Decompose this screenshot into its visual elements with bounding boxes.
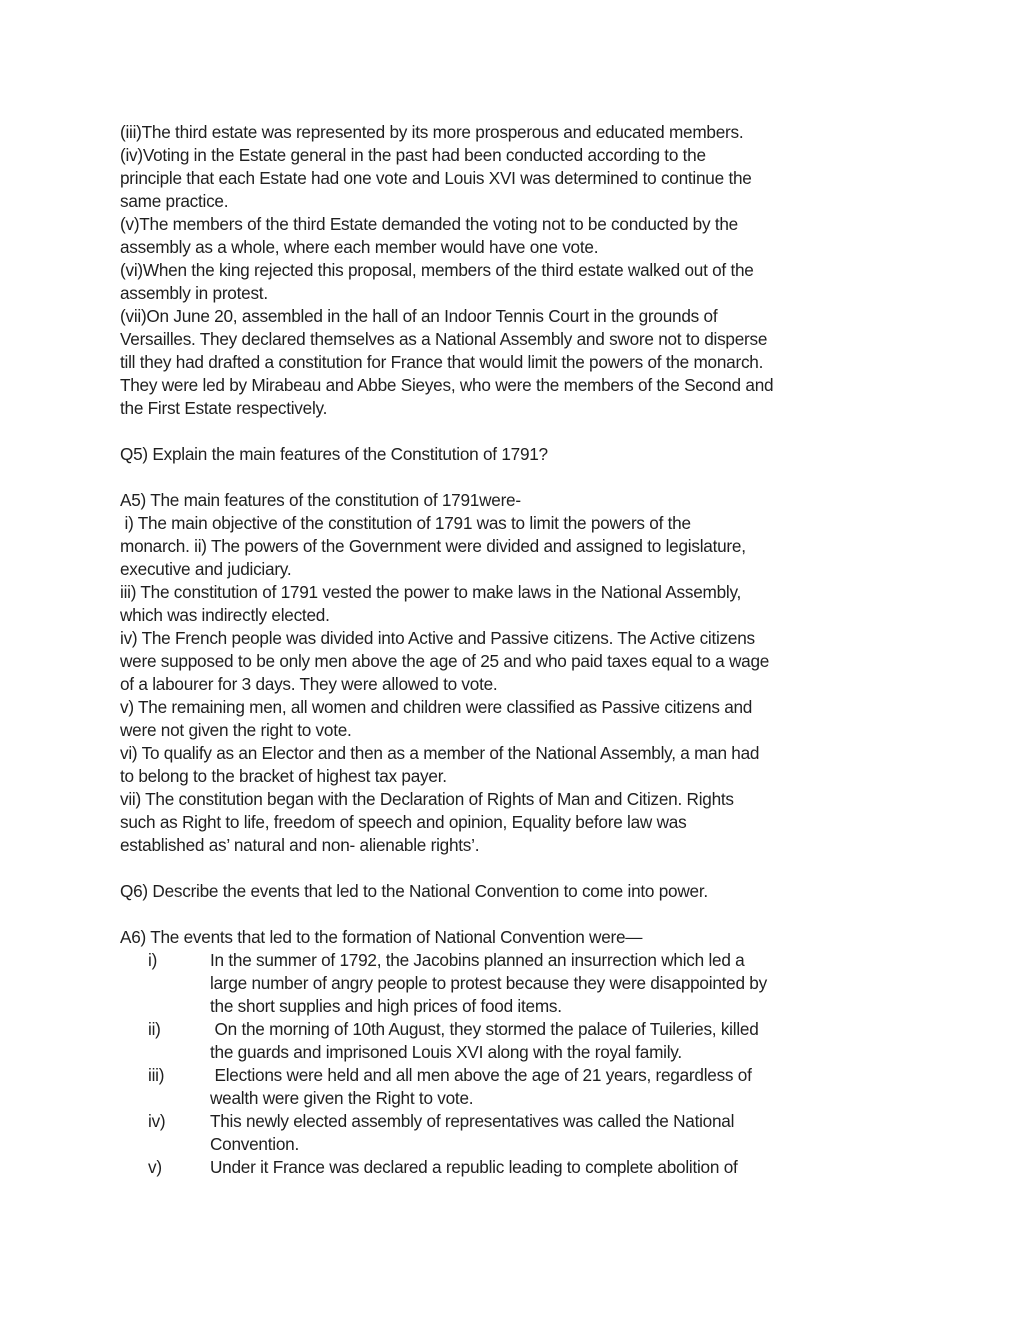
text-line: established as’ natural and non- alienable rights’.	[120, 835, 480, 855]
text-line: were not given the right to vote.	[120, 720, 352, 740]
text-line: same practice.	[120, 191, 229, 211]
text-line: In the summer of 1792, the Jacobins planned an insurrection which led a	[210, 950, 745, 970]
text-line: assembly as a whole, where each member would have one vote.	[120, 237, 599, 257]
list-number: iv)	[148, 1111, 166, 1131]
list-number: iii)	[148, 1065, 165, 1085]
spacer	[120, 903, 920, 926]
text-line: such as Right to life, freedom of speech and opinion, Equality before law was	[120, 812, 687, 832]
text-line: the guards and imprisoned Louis XVI along with the royal family.	[210, 1042, 682, 1062]
answer-intro: A6) The events that led to the formation of National Convention were—	[120, 927, 643, 947]
spacer	[120, 466, 920, 489]
text-line: the First Estate respectively.	[120, 398, 328, 418]
text-line: of a labourer for 3 days. They were allowed to vote.	[120, 674, 498, 694]
text-line: (vii)On June 20, assembled in the hall of an Indoor Tennis Court in the grounds of	[120, 306, 718, 326]
text-line: (iii)The third estate was represented by its more prosperous and educated members.	[120, 122, 744, 142]
text-line: the short supplies and high prices of food items.	[210, 996, 562, 1016]
text-line: i) The main objective of the constitution of 1791 was to limit the powers of the	[120, 513, 691, 533]
text-line: They were led by Mirabeau and Abbe Sieyes, who were the members of the Second and	[120, 375, 774, 395]
list-item	[120, 1156, 920, 1179]
text-line: iii) The constitution of 1791 vested the power to make laws in the National Assembly,	[120, 582, 742, 602]
text-line: This newly elected assembly of representatives was called the National	[210, 1111, 735, 1131]
question-q6: Q6) Describe the events that led to the National Convention to come into power.	[120, 881, 708, 901]
text-line: monarch. ii) The powers of the Government were divided and assigned to legislature,	[120, 536, 746, 556]
text-line: principle that each Estate had one vote and Louis XVI was determined to continue the	[120, 168, 752, 188]
spacer	[120, 420, 920, 443]
text-line: large number of angry people to protest because they were disappointed by	[210, 973, 767, 993]
answer-a6	[120, 926, 920, 1179]
text-line: Versailles. They declared themselves as a National Assembly and swore not to disperse	[120, 329, 768, 349]
text-line: till they had drafted a constitution for France that would limit the powers of the monarch.	[120, 352, 764, 372]
text-line: iv) The French people was divided into Active and Passive citizens. The Active citizens	[120, 628, 755, 648]
text-line: On the morning of 10th August, they stormed the palace of Tuileries, killed	[210, 1019, 759, 1039]
list-item	[120, 949, 920, 1018]
list-item	[120, 1064, 920, 1110]
list-item	[120, 1018, 920, 1064]
text-line: Convention.	[210, 1134, 299, 1154]
text-line: vi) To qualify as an Elector and then as a member of the National Assembly, a man had	[120, 743, 760, 763]
list-number: i)	[148, 950, 158, 970]
text-line: to belong to the bracket of highest tax payer.	[120, 766, 447, 786]
text-line: wealth were given the Right to vote.	[210, 1088, 474, 1108]
text-line: A5) The main features of the constitution of 1791were-	[120, 490, 521, 510]
text-line: (vi)When the king rejected this proposal, members of the third estate walked out of the	[120, 260, 754, 280]
text-line: assembly in protest.	[120, 283, 268, 303]
list-item	[120, 1110, 920, 1156]
text-line: (v)The members of the third Estate demanded the voting not to be conducted by the	[120, 214, 738, 234]
text-line: executive and judiciary.	[120, 559, 292, 579]
text-line: Elections were held and all men above the age of 21 years, regardless of	[210, 1065, 752, 1085]
answer-a5	[120, 489, 920, 857]
list-number: ii)	[148, 1019, 161, 1039]
text-line: which was indirectly elected.	[120, 605, 330, 625]
text-line: vii) The constitution began with the Declaration of Rights of Man and Citizen. Rights	[120, 789, 734, 809]
document-body	[120, 121, 920, 1179]
a4-continuation	[120, 121, 920, 420]
text-line: Under it France was declared a republic leading to complete abolition of	[210, 1157, 738, 1177]
spacer	[120, 857, 920, 880]
text-line: were supposed to be only men above the age of 25 and who paid taxes equal to a wage	[120, 651, 770, 671]
text-line: v) The remaining men, all women and children were classified as Passive citizens and	[120, 697, 753, 717]
question-q5: Q5) Explain the main features of the Constitution of 1791?	[120, 444, 548, 464]
list-number: v)	[148, 1157, 162, 1177]
text-line: (iv)Voting in the Estate general in the past had been conducted according to the	[120, 145, 706, 165]
